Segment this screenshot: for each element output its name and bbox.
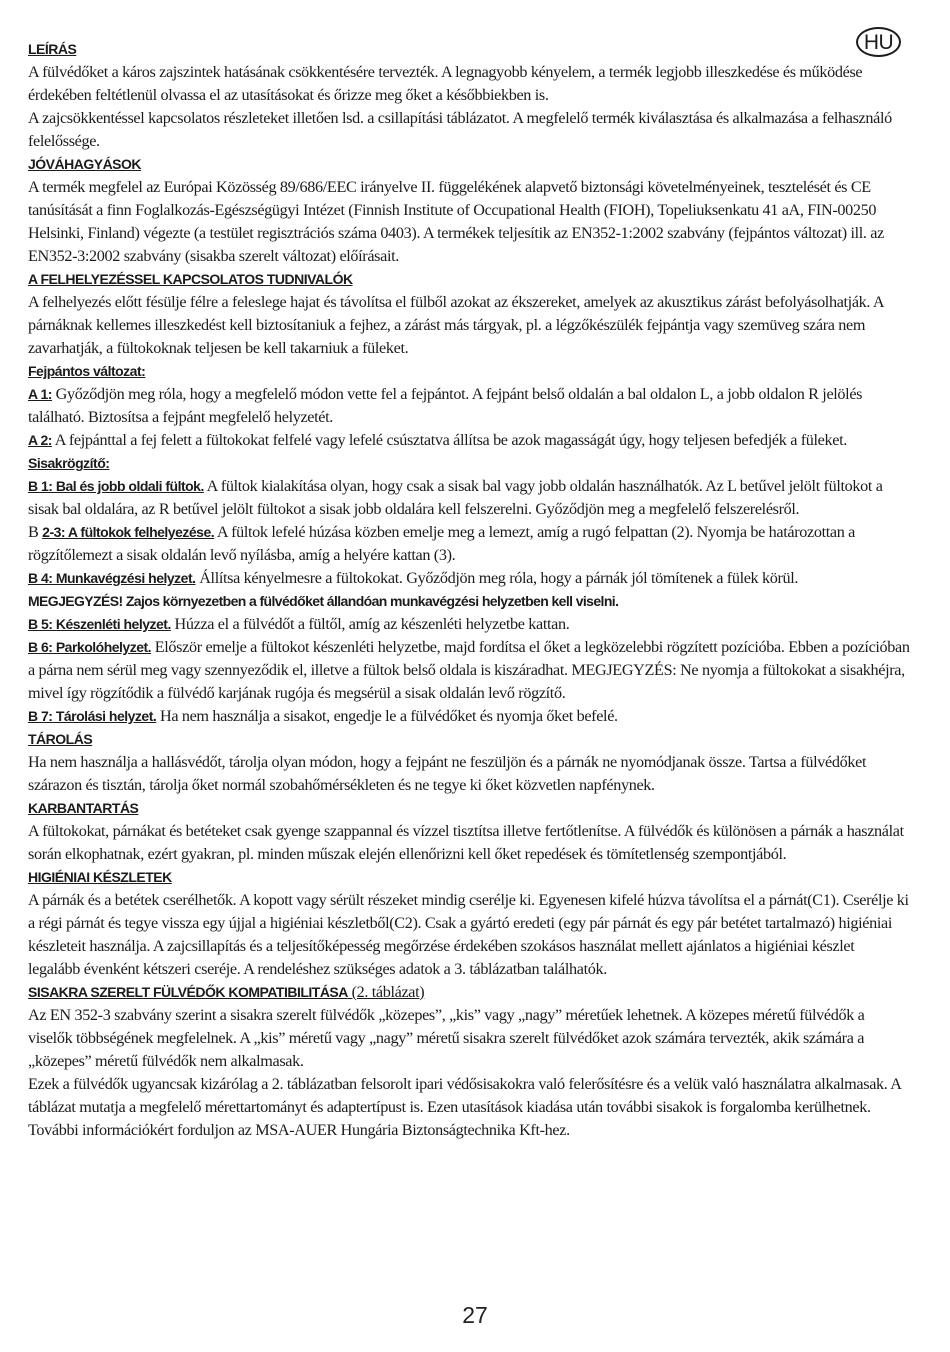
tarolas-paragraph: Ha nem használja a hallásvédőt, tárolja olyan módon, hogy a fejpánt ne feszüljön és a párnák ne nyomódjanak össze. Tartsa a fülvédőket szárazon és tisztán, tárolja őket normál szobahőmérsékleten és ne tegye ki őket közvetlen napfénynek. bbox=[28, 753, 867, 794]
section-heading-kompatibilitas: SISAKRA SZERELT FÜLVÉDŐK KOMPATIBILITÁSA bbox=[28, 984, 348, 1000]
step-b6-label: B 6: Parkolóhelyzet. bbox=[28, 639, 152, 655]
step-a2-label: A 2: bbox=[28, 432, 52, 448]
karbantartas-paragraph: A fültokokat, párnákat és betéteket csak gyenge szappannal és vízzel tisztítsa illetve fertőtlenítse. A fülvédők és különösen a párnák a használat során elkophatnak, ezért gyakran, pl. minden műszak elején ellenőrizni kell őket repedések és tömítetlenség szempontjából. bbox=[28, 822, 904, 863]
step-b7-label: B 7: Tárolási helyzet. bbox=[28, 708, 157, 724]
jovahagyasok-paragraph: A termék megfelel az Európai Közösség 89/686/EEC irányelve II. függelékének alapvető biztonsági követelményeinek, tesztelését és CE tanúsítását a finn Foglalkozás-Egészségügyi Intézet (Finnish Institute of Occupational Health (FIOH), Topeliuksenkatu 41 aA, FIN-00250 Helsinki, Finland) végezte (a testület regisztrációs száma 0403). A termékek teljesítik az EN352-1:2002 szabvány (fejpántos változat) ill. az EN352-3:2002 szabvány (sisakba szerelt változat) előírásait. bbox=[28, 178, 884, 265]
language-badge: HU bbox=[856, 27, 901, 57]
step-b6-text: Először emelje a fültokot készenléti helyzetbe, majd fordítsa el őket a legközelebbi rögzített pozícióba. Ebben a pozícióban a párna nem sérül meg vagy szennyeződik el, illetve a fültok belső oldala is kiszáradhat. MEGJEGYZÉS: Ne nyomja a fültokokat a sisakhéjra, mivel így rögzítődik a fülvédő karjának rugója és megsérül a sisak oldalán levő rögzítő. bbox=[28, 638, 910, 702]
subheading-sisakrogzito: Sisakrögzítő: bbox=[28, 455, 110, 471]
section-heading-jovahagyasok: JÓVÁHAGYÁSOK bbox=[28, 156, 142, 172]
subheading-fejpantos: Fejpántos változat: bbox=[28, 363, 146, 379]
higieniai-paragraph: A párnák és a betétek cserélhetők. A kopott vagy sérült részeket mindig cserélje ki. Egyenesen kifelé húzva távolítsa el a párnát(C1). Cserélje ki a régi párnát és tegye vissza egy újjal a higiéniai készletből(C2). Csak a gyártó eredeti (egy pár párnát és egy pár betétet tartalmazó) higiéniai készleteit használja. A zajcsillapítás és a teljesítőképesség megőrzése érdekében szokásos használat mellett ajánlatos a higiéniai készlet legalább évenként kétszeri cseréje. A rendeléshez szükséges adatok a 3. táblázatban találhatók. bbox=[28, 891, 909, 978]
step-b6 bbox=[28, 636, 910, 705]
step-a1 bbox=[28, 383, 910, 429]
leiras-paragraph-2: A zajcsökkentéssel kapcsolatos részleteket illetően lsd. a csillapítási táblázatot. A megfelelő termék kiválasztása és alkalmazása a felhasználó felelőssége. bbox=[28, 109, 892, 150]
kompatibilitas-paragraph-2: Ezek a fülvédők ugyancsak kizárólag a 2. táblázatban felsorolt ipari védősisakokra való felerősítésre és a velük való használatra alkalmasak. A táblázat mutatja a megfelelő mérettartományt és adaptertípust is. Ezen utasítások kiadása után további sisakok is forgalomba kerülhetnek. bbox=[28, 1075, 901, 1116]
felhelyezes-paragraph: A felhelyezés előtt fésülje félre a feleslege hajat és távolítsa el fülből azokat az ékszereket, amelyek az akusztikus zárást befolyásolhatják. A párnáknak kellemes illeszkedést kell biztosítaniuk a fejhez, a zárást más tárgyak, pl. a légzőkészülék fejpántja vagy szemüveg szára nem zavarhatják, a fültokoknak teljesen be kell takarniuk a füleket. bbox=[28, 293, 884, 357]
step-b1-label: B 1: Bal és jobb oldali fültok. bbox=[28, 478, 204, 494]
section-heading-higieniai: HIGIÉNIAI KÉSZLETEK bbox=[28, 869, 172, 885]
leiras-paragraph-1: A fülvédőket a káros zajszintek hatásának csökkentésére tervezték. A legnagyobb kényelem, a termék legjobb illeszkedése és működése érdekében feltétlenül olvassa el az utasításokat és őrizze meg őket a későbbiekben is. bbox=[28, 63, 863, 104]
section-heading-kompatibilitas-row bbox=[28, 981, 910, 1004]
step-b23-text: A fültok lefelé húzása közben emelje meg a lemezt, amíg a rugó felpattan (2). Nyomja be határozottan a rögzítőlemezt a sisak oldalán levő nyílásba, amíg a helyére kattan (3). bbox=[28, 523, 855, 564]
step-b7 bbox=[28, 705, 910, 728]
step-b5-text: Húzza el a fülvédőt a fültől, amíg az készenléti helyzetbe kattan. bbox=[170, 615, 570, 633]
document-body bbox=[28, 38, 910, 1142]
step-b1 bbox=[28, 475, 910, 521]
section-heading-leiras: LEÍRÁS bbox=[28, 41, 77, 57]
step-b4-text: Állítsa kényelmesre a fültokokat. Győződjön meg róla, hogy a párnák jól tömítenek a fülek körül. bbox=[195, 569, 799, 587]
step-b5-label: B 5: Készenléti helyzet. bbox=[28, 616, 171, 632]
step-b4-label: B 4: Munkavégzési helyzet. bbox=[28, 570, 196, 586]
table-reference: (2. táblázat) bbox=[347, 983, 425, 1001]
step-a1-text: Győződjön meg róla, hogy a megfelelő módon vette fel a fejpántot. A fejpánt belső oldalán a bal oldalon L, a jobb oldalon R jelölés található. Biztosítsa a fejpánt megfelelő helyzetét. bbox=[28, 385, 863, 426]
step-b23-prefix: B bbox=[28, 523, 43, 541]
step-b23 bbox=[28, 521, 910, 567]
section-heading-felhelyezes: A FELHELYEZÉSSEL KAPCSOLATOS TUDNIVALÓK bbox=[28, 271, 353, 287]
step-b4 bbox=[28, 567, 910, 590]
page-number: 27 bbox=[462, 1302, 488, 1328]
warning-note: MEGJEGYZÉS! Zajos környezetben a fülvédőket állandóan munkavégzési helyzetben kell viselni. bbox=[28, 593, 619, 609]
kompatibilitas-paragraph-3: További információkért forduljon az MSA-AUER Hungária Biztonságtechnika Kft-hez. bbox=[28, 1121, 570, 1139]
step-a2 bbox=[28, 429, 910, 452]
step-b5 bbox=[28, 613, 910, 636]
step-b7-text: Ha nem használja a sisakot, engedje le a fülvédőket és nyomja őket befelé. bbox=[156, 707, 618, 725]
section-heading-tarolas: TÁROLÁS bbox=[28, 731, 93, 747]
step-b1-text: A fültok kialakítása olyan, hogy csak a sisak bal vagy jobb oldalán használhatók. Az L betűvel jelölt fültokot a sisak bal oldalára, az R betűvel jelölt fültokot a sisak jobb oldalára kell felszerelni. Győződjön meg a megfelelő felszerelésről. bbox=[28, 477, 883, 518]
step-b23-label: 2-3: A fültokok felhelyezése. bbox=[42, 524, 215, 540]
section-heading-karbantartas: KARBANTARTÁS bbox=[28, 800, 139, 816]
step-a2-text: A fejpánttal a fej felett a fültokokat felfelé vagy lefelé csúsztatva állítsa be azok magasságát úgy, hogy teljesen befedjék a füleket. bbox=[51, 431, 847, 449]
kompatibilitas-paragraph-1: Az EN 352-3 szabvány szerint a sisakra szerelt fülvédők „közepes”, „kis” vagy „nagy” méretűek lehetnek. A közepes méretű fülvédők a viselők többségének megfelelnek. A „kis” méretű vagy „nagy” méretű sisakra szerelt fülvédőket azok számára tervezték, akik számára a „közepes” méretű fülvédők nem alkalmasak. bbox=[28, 1006, 865, 1070]
step-a1-label: A 1: bbox=[28, 386, 52, 402]
